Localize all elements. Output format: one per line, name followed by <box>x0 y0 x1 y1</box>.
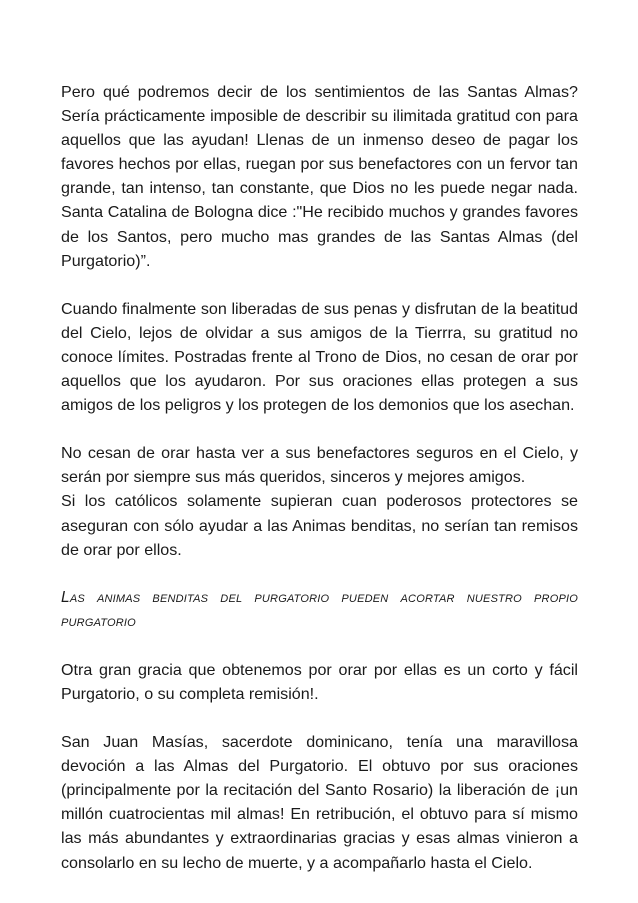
paragraph-gratitud: Pero qué podremos decir de los sentimientos de las Santas Almas? Sería prácticamente imposible de describir su ilimitada gratitud con para aquellos que las ayudan! Llenas de un inmenso deseo de pagar los favores hechos por ellas, ruegan por sus benefactores con un fervor tan grande, tan intenso, tan constante, que Dios no les puede negar nada. Santa Catalina de Bologna dice :"He recibido muchos y grandes favores de los Santos, pero mucho mas grandes de las Santas Almas (del Purgatorio)”. <box>61 83 578 270</box>
paragraph-san-juan-masias: San Juan Masías, sacerdote dominicano, tenía una maravillosa devoción a las Almas del Purgatorio. El obtuvo por sus oraciones (principalmente por la recitación del Santo Rosario) la liberación de ¡un millón cuatrocientas mil almas! En retribución, el obtuvo para sí mismo las más abundantes y extraordinarias gracias y esas almas vinieron a consolarlo en su lecho de muerte, y a acompañarlo hasta el Cielo. <box>61 733 578 872</box>
paragraph-liberadas: Cuando finalmente son liberadas de sus penas y disfrutan de la beatitud del Cielo, lejos de olvidar a sus amigos de la Tierrra, su gratitud no conoce límites. Postradas frente al Trono de Dios, no cesan de orar por aquellos que los ayudaron. Por sus oraciones ellas protegen a sus amigos de los peligros y los protegen de los demonios que los asechan. <box>61 299 578 415</box>
paragraph-benefactores: No cesan de orar hasta ver a sus benefactores seguros en el Cielo, y serán por siempre sus más queridos, sinceros y mejores amigos. <box>61 444 578 487</box>
section-heading: Las animas benditas del purgatorio pueden acortar nuestro propio purgatorio <box>61 588 578 630</box>
paragraph-gracia: Otra gran gracia que obtenemos por orar por ellas es un corto y fácil Purgatorio, o su completa remisión!. <box>61 660 578 703</box>
paragraph-catolicos: Si los católicos solamente supieran cuan poderosos protectores se aseguran con sólo ayudar a las Animas benditas, no serían tan remisos de orar por ellos. <box>61 492 578 559</box>
document-page <box>61 80 578 899</box>
